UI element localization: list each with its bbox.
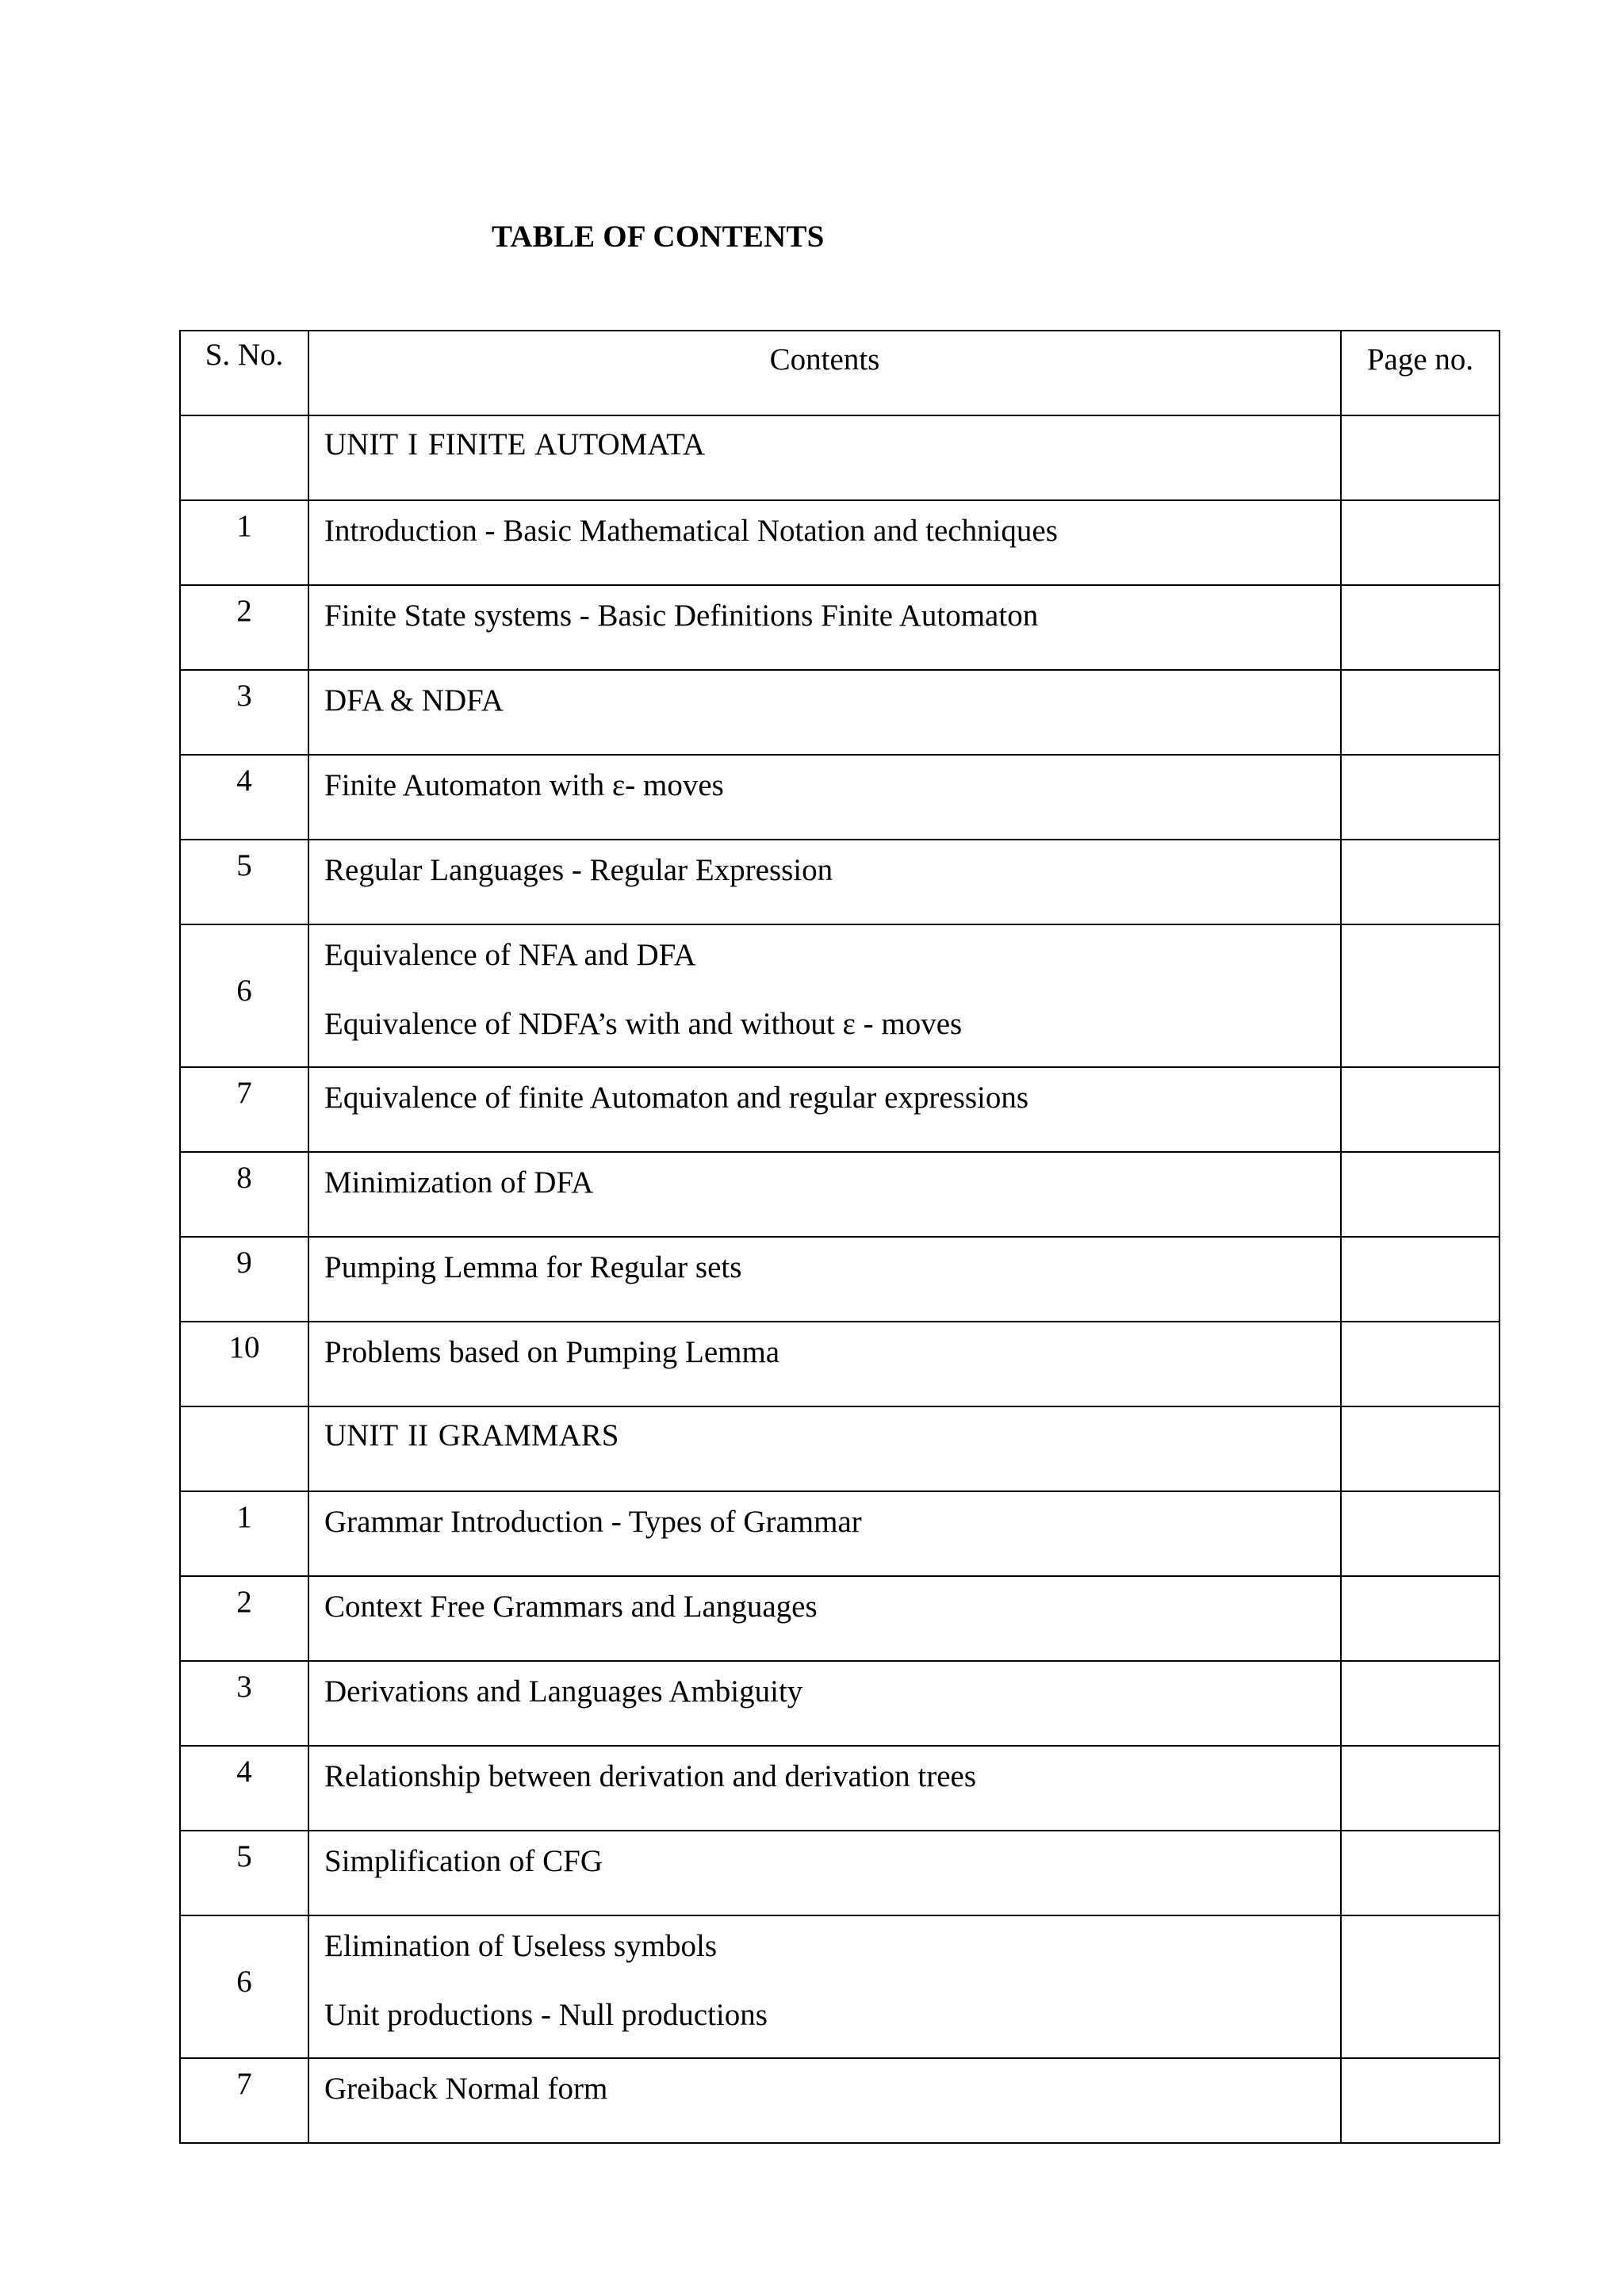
table-row	[180, 1746, 1500, 1831]
page-number-cell	[1341, 2058, 1500, 2143]
serial-number-cell	[180, 415, 308, 500]
page-number-cell	[1341, 1237, 1500, 1322]
page-number-cell	[1341, 585, 1500, 670]
page-number-cell	[1341, 500, 1500, 585]
page-number-cell	[1341, 1067, 1500, 1152]
contents-cell	[308, 840, 1341, 924]
contents-cell	[308, 1152, 1341, 1237]
contents-line: Finite State systems - Basic Definitions Finite Automaton	[324, 599, 1039, 633]
page-number-cell	[1341, 1661, 1500, 1746]
contents-cell	[308, 924, 1341, 1067]
table-row	[180, 1322, 1500, 1406]
page-number-cell	[1341, 1576, 1500, 1661]
header-contents: Contents	[308, 331, 1341, 415]
serial-number-cell: 2	[180, 585, 308, 670]
table-row	[180, 2058, 1500, 2143]
unit-title-cell	[308, 1406, 1341, 1491]
unit-heading-row	[180, 1406, 1500, 1491]
table-row	[180, 840, 1500, 924]
table-row	[180, 1576, 1500, 1661]
table-row	[180, 1915, 1500, 2058]
table-row	[180, 585, 1500, 670]
contents-cell	[308, 1576, 1341, 1661]
contents-line: Minimization of DFA	[324, 1165, 594, 1200]
contents-line: DFA & NDFA	[324, 683, 504, 718]
serial-number-cell: 10	[180, 1322, 308, 1406]
toc-body	[180, 415, 1500, 2143]
contents-line: Grammar Introduction - Types of Grammar	[324, 1505, 862, 1539]
serial-number-cell: 4	[180, 1746, 308, 1831]
table-row	[180, 1491, 1500, 1576]
contents-cell	[308, 1831, 1341, 1915]
contents-line: Finite Automaton with ε- moves	[324, 768, 724, 802]
serial-number-cell: 5	[180, 840, 308, 924]
header-page-no: Page no.	[1341, 331, 1500, 415]
contents-line: Equivalence of NFA and DFA	[324, 938, 696, 972]
serial-number-cell: 9	[180, 1237, 308, 1322]
serial-number-cell: 3	[180, 1661, 308, 1746]
contents-cell	[308, 1915, 1341, 2058]
serial-number-cell: 2	[180, 1576, 308, 1661]
contents-cell	[308, 670, 1341, 755]
page-number-cell	[1341, 924, 1500, 1067]
contents-line: Elimination of Useless symbols	[324, 1929, 718, 1963]
contents-line: Equivalence of NDFA’s with and without ε - moves	[324, 1006, 963, 1041]
serial-number-cell: 1	[180, 500, 308, 585]
serial-number-cell: 3	[180, 670, 308, 755]
contents-cell	[308, 500, 1341, 585]
contents-cell	[308, 1067, 1341, 1152]
contents-cell	[308, 1661, 1341, 1746]
serial-number-cell: 1	[180, 1491, 308, 1576]
contents-line: UNIT II GRAMMARS	[324, 1418, 619, 1452]
page-number-cell	[1341, 1491, 1500, 1576]
contents-cell	[308, 1237, 1341, 1322]
table-row	[180, 500, 1500, 585]
serial-number-cell: 6	[180, 924, 308, 1067]
contents-line: Equivalence of finite Automaton and regular expressions	[324, 1081, 1029, 1115]
contents-cell	[308, 1746, 1341, 1831]
contents-cell	[308, 2058, 1341, 2143]
table-row	[180, 1152, 1500, 1237]
serial-number-cell	[180, 1406, 308, 1491]
page-number-cell	[1341, 755, 1500, 840]
contents-cell	[308, 1491, 1341, 1576]
contents-line: UNIT I FINITE AUTOMATA	[324, 427, 705, 461]
page-number-cell	[1341, 1406, 1500, 1491]
page-title: TABLE OF CONTENTS	[492, 220, 825, 254]
serial-number-cell: 8	[180, 1152, 308, 1237]
page-number-cell	[1341, 415, 1500, 500]
contents-line: Problems based on Pumping Lemma	[324, 1335, 780, 1369]
page-number-cell	[1341, 1831, 1500, 1915]
serial-number-cell: 4	[180, 755, 308, 840]
contents-line: Derivations and Languages Ambiguity	[324, 1674, 803, 1709]
table-row	[180, 924, 1500, 1067]
contents-line: Introduction - Basic Mathematical Notation and techniques	[324, 514, 1058, 548]
page-number-cell	[1341, 670, 1500, 755]
serial-number-cell: 7	[180, 2058, 308, 2143]
contents-line: Pumping Lemma for Regular sets	[324, 1250, 742, 1284]
page-number-cell	[1341, 1746, 1500, 1831]
unit-title-cell	[308, 415, 1341, 500]
contents-cell	[308, 1322, 1341, 1406]
unit-heading-row	[180, 415, 1500, 500]
contents-line: Unit productions - Null productions	[324, 1997, 768, 2032]
toc-table	[179, 330, 1500, 2144]
page-number-cell	[1341, 1152, 1500, 1237]
page-number-cell	[1341, 1322, 1500, 1406]
contents-line: Relationship between derivation and derivation trees	[324, 1759, 976, 1793]
contents-cell	[308, 755, 1341, 840]
contents-line: Regular Languages - Regular Expression	[324, 853, 833, 887]
table-row	[180, 1067, 1500, 1152]
page-number-cell	[1341, 1915, 1500, 2058]
serial-number-cell: 6	[180, 1915, 308, 2058]
serial-number-cell: 5	[180, 1831, 308, 1915]
serial-number-cell: 7	[180, 1067, 308, 1152]
contents-line: Context Free Grammars and Languages	[324, 1590, 818, 1624]
table-row	[180, 1661, 1500, 1746]
table-row	[180, 755, 1500, 840]
table-row	[180, 1237, 1500, 1322]
table-row	[180, 1831, 1500, 1915]
contents-line: Greiback Normal form	[324, 2072, 608, 2106]
contents-cell	[308, 585, 1341, 670]
toc-header-row	[180, 331, 1500, 415]
page-number-cell	[1341, 840, 1500, 924]
header-sno: S. No.	[180, 331, 308, 415]
contents-line: Simplification of CFG	[324, 1844, 603, 1878]
table-row	[180, 670, 1500, 755]
